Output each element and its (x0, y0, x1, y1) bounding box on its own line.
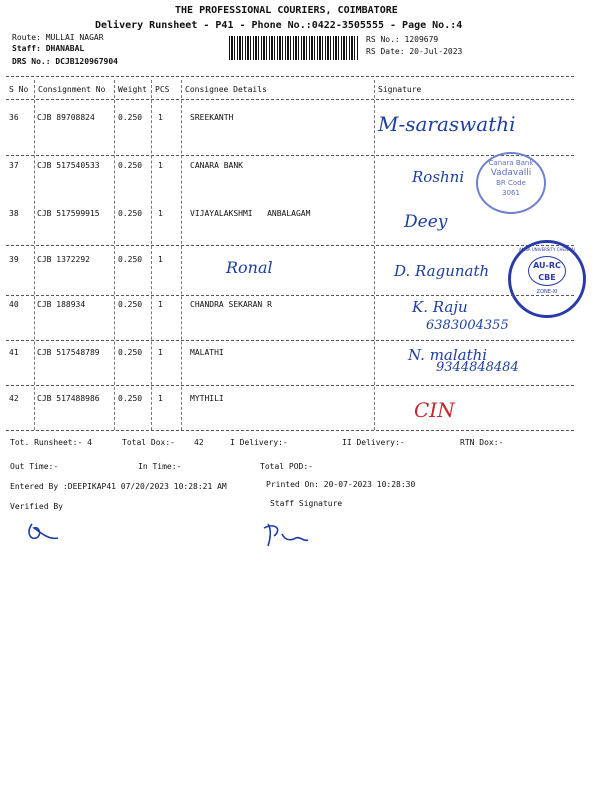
handwritten-phone: 9344848484 (436, 360, 519, 375)
row-sno: 40 (9, 300, 19, 309)
row-weight: 0.250 (118, 209, 143, 218)
row-consignment: CJB 188934 (37, 300, 86, 309)
row-signature: CIN (414, 398, 455, 422)
entered-by: Entered By :DEEPIKAP41 07/20/2023 10:28:21 AM (10, 482, 227, 491)
row-consignment: CJB 517548789 (37, 348, 100, 357)
total-dox-label: Total Dox:- (122, 438, 175, 447)
row-weight: 0.250 (118, 300, 143, 309)
out-time: Out Time:- (10, 462, 59, 471)
col-consignee: Consignee Details (185, 85, 267, 94)
tot-runsheet: Tot. Runsheet:- 4 (10, 438, 92, 447)
row-weight: 0.250 (118, 255, 143, 264)
row-consignee: MYTHILI (190, 394, 224, 403)
ii-delivery: II Delivery:- (342, 438, 405, 447)
row-pcs: 1 (158, 348, 163, 357)
row-signature: Deey (404, 212, 448, 232)
row-rule (6, 385, 574, 386)
row-weight: 0.250 (118, 161, 143, 170)
row-rule (6, 155, 574, 156)
stamp-center (528, 256, 566, 286)
stamp-line: Vadavalli (490, 168, 532, 178)
row-signature: N. malathi (408, 346, 488, 364)
row-weight: 0.250 (118, 394, 143, 403)
verified-signature (24, 518, 68, 544)
canara-bank-stamp (476, 152, 546, 214)
staff-label: Staff: DHANABAL (12, 44, 85, 53)
row-consignment: CJB 517599915 (37, 209, 100, 218)
col-sep (181, 80, 182, 430)
university-stamp (508, 240, 586, 318)
row-consignee: Ronal (226, 258, 273, 277)
rtn-dox: RTN Dox:- (460, 438, 504, 447)
col-sep (34, 80, 35, 430)
row-consignment: CJB 89708824 (37, 113, 95, 122)
row-weight: 0.250 (118, 348, 143, 357)
col-weight: Weight (118, 85, 147, 94)
company-title: THE PROFESSIONAL COURIERS, COIMBATORE (175, 5, 398, 16)
row-signature: M-saraswathi (378, 112, 516, 136)
stamp-bottom-text: ZONE-XI (536, 289, 558, 295)
col-sep (151, 80, 152, 430)
row-consignment: CJB 1372292 (37, 255, 90, 264)
row-weight: 0.250 (118, 113, 143, 122)
stamp-line: 3061 (502, 189, 520, 197)
row-rule (6, 340, 574, 341)
row-pcs: 1 (158, 394, 163, 403)
stamp-line: Canara Bank (488, 159, 534, 167)
row-pcs: 1 (158, 300, 163, 309)
col-sep (374, 80, 375, 430)
col-consignment: Consignment No (38, 85, 106, 94)
staff-signature-label: Staff Signature (270, 499, 343, 508)
row-sno: 42 (9, 394, 19, 403)
row-sno: 39 (9, 255, 19, 264)
row-pcs: 1 (158, 255, 163, 264)
rs-number: RS No.: 1209679 (366, 35, 439, 44)
col-signature: Signature (378, 85, 422, 94)
row-consignee: MALATHI (190, 348, 224, 357)
col-sno: S No (9, 85, 29, 94)
verified-by: Verified By (10, 502, 63, 511)
row-sno: 38 (9, 209, 19, 218)
in-time: In Time:- (138, 462, 182, 471)
runsheet-title: Delivery Runsheet - P41 - Phone No.:0422-3505555 - Page No.:4 (95, 20, 463, 31)
i-delivery: I Delivery:- (230, 438, 288, 447)
header-top-rule (6, 76, 574, 77)
row-sno: 36 (9, 113, 19, 122)
row-consignment: CJB 517488986 (37, 394, 100, 403)
row-consignee: CANARA BANK (190, 161, 243, 170)
row-rule (6, 295, 574, 296)
row-rule (6, 245, 574, 246)
row-consignment: CJB 517540533 (37, 161, 100, 170)
row-pcs: 1 (158, 161, 163, 170)
row-consignee: VIJAYALAKSHMI ANBALAGAM (190, 209, 311, 218)
row-pcs: 1 (158, 209, 163, 218)
header-bottom-rule (6, 99, 574, 100)
drs-number: DRS No.: DCJB120967904 (12, 57, 118, 66)
row-sno: 41 (9, 348, 19, 357)
rs-date: RS Date: 20-Jul-2023 (366, 47, 463, 56)
col-pcs: PCS (155, 85, 170, 94)
col-sep (114, 80, 115, 430)
row-sno: 37 (9, 161, 19, 170)
printed-on: Printed On: 20-07-2023 10:28:30 (266, 480, 416, 489)
stamp-line: BR Code (496, 179, 526, 187)
total-pod: Total POD:- (260, 462, 313, 471)
barcode (229, 36, 359, 60)
row-consignee: SREEKANTH (190, 113, 234, 122)
row-consignee: CHANDRA SEKARAN R (190, 300, 272, 309)
stamp-ring-text: ANNA UNIVERSITY CHENNAI (519, 247, 575, 252)
route-label: Route: MULLAI NAGAR (12, 33, 104, 42)
handwritten-phone: 6383004355 (426, 318, 509, 333)
table-bottom-rule (6, 430, 574, 431)
stamp-center-line: CBE (538, 273, 556, 282)
row-signature: Roshni (412, 168, 465, 186)
row-pcs: 1 (158, 113, 163, 122)
row-signature: K. Raju (412, 298, 468, 316)
staff-signature (262, 520, 314, 550)
total-dox-value: 42 (194, 438, 204, 447)
row-signature: D. Ragunath (394, 262, 490, 280)
stamp-center-line: AU-RC (533, 261, 561, 270)
